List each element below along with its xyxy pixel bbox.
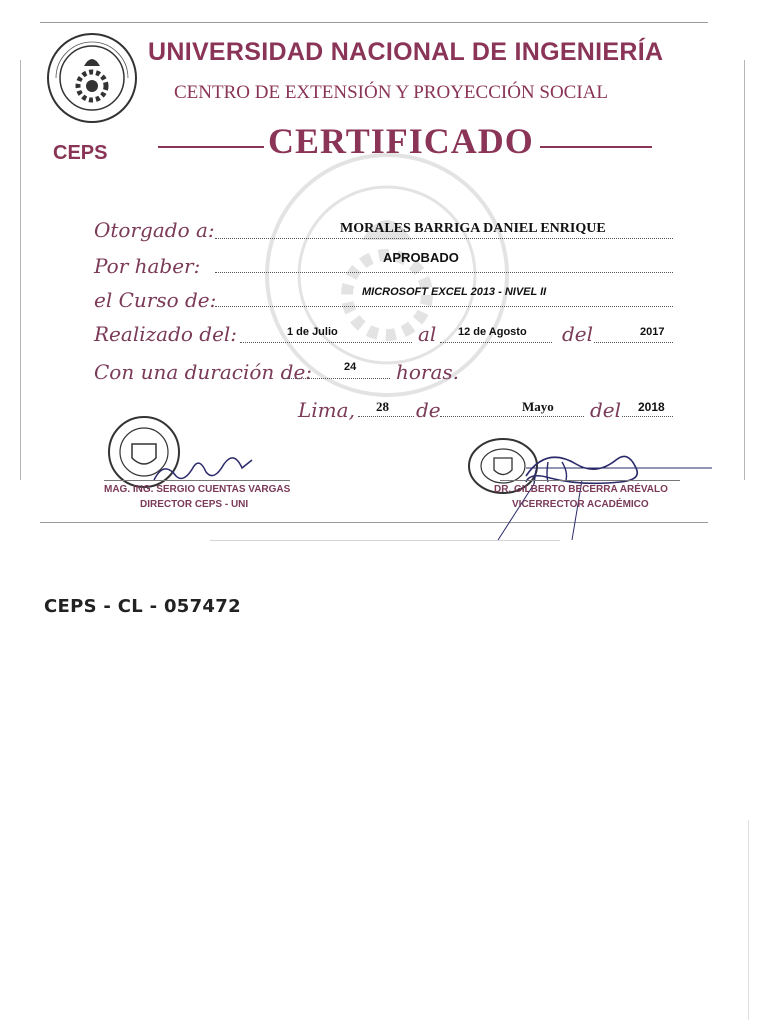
day-value: 28 <box>376 399 389 414</box>
day-dotted-line <box>358 416 414 417</box>
director-signature <box>150 452 260 488</box>
issue-year-value: 2018 <box>638 400 665 414</box>
from-label: Realizado del: <box>94 322 238 346</box>
duration-dotted-line <box>286 378 390 379</box>
left-border-line <box>20 60 21 480</box>
center-name: CENTRO DE EXTENSIÓN Y PROYECCIÓN SOCIAL <box>174 82 609 103</box>
bottom-shadow-line <box>210 540 560 541</box>
issue-year-dotted-line <box>622 416 673 417</box>
vicerrector-role: VICERRECTOR ACADÉMICO <box>512 499 649 510</box>
to-label: al <box>418 322 437 346</box>
duration-value: 24 <box>344 361 357 373</box>
vicerrector-signature-line <box>500 480 680 481</box>
vicerrector-name: DR. GILBERTO BECERRA ARÉVALO <box>494 484 668 495</box>
year-dotted-line <box>594 342 673 343</box>
top-border-line <box>40 22 708 23</box>
month-value: Mayo <box>522 399 554 414</box>
director-role: DIRECTOR CEPS - UNI <box>140 499 249 510</box>
awarded-dotted-line <box>215 238 673 239</box>
university-seal-logo <box>46 28 138 140</box>
to-value: 12 de Agosto <box>458 326 527 338</box>
awarded-value: MORALES BARRIGA DANIEL ENRIQUE <box>340 221 606 236</box>
certificate-code: CEPS - CL - 057472 <box>44 596 241 617</box>
title-rule-right <box>540 146 652 148</box>
duration-label: Con una duración de: <box>94 360 313 384</box>
de-label: de <box>416 398 441 422</box>
city-label: Lima, <box>298 398 355 422</box>
for-label: Por haber: <box>94 254 201 278</box>
course-value: MICROSOFT EXCEL 2013 - NIVEL II <box>362 286 547 298</box>
ceps-label: CEPS <box>53 142 108 164</box>
from-value: 1 de Julio <box>287 326 338 338</box>
month-dotted-line <box>440 416 584 417</box>
course-dotted-line <box>215 306 673 307</box>
awarded-label: Otorgado a: <box>94 218 215 242</box>
director-signature-line <box>104 480 290 481</box>
year-value: 2017 <box>640 326 665 338</box>
year-label: del <box>562 322 594 346</box>
del-label: del <box>590 398 622 422</box>
to-dotted-line <box>440 342 552 343</box>
right-border-line <box>744 60 745 480</box>
for-dotted-line <box>215 272 673 273</box>
university-name: UNIVERSIDAD NACIONAL DE INGENIERÍA <box>148 38 664 66</box>
certificate-title: CERTIFICADO <box>268 121 534 161</box>
for-value: APROBADO <box>383 250 459 265</box>
hours-label: horas. <box>396 360 460 384</box>
course-label: el Curso de: <box>94 288 217 312</box>
director-name: MAG. ING. SERGIO CUENTAS VARGAS <box>104 484 291 495</box>
scan-edge-line <box>748 820 749 1020</box>
from-dotted-line <box>240 342 412 343</box>
title-rule-left <box>158 146 264 148</box>
